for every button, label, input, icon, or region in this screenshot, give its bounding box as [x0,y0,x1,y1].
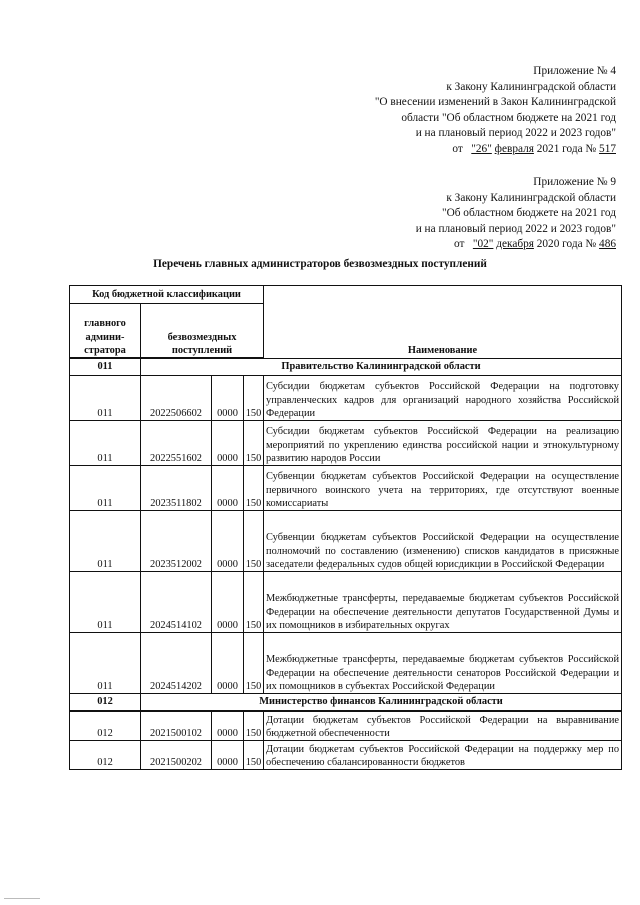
date-month: декабря [496,238,534,251]
cell-code: 2021500102 [141,711,212,741]
header-receipts: безвозмездных поступлений [141,304,264,359]
cell-admin: 011 [70,376,141,421]
table-row [70,572,622,633]
cell-name: Дотации бюджетам субъектов Российской Федерации на поддержку мер по обеспечению сбалансированности бюджетов [264,741,622,770]
cell-kind: 150 [244,741,264,770]
header-classification-code: Код бюджетной классификации [70,286,264,304]
group-name: Правительство Калининградской области [141,358,622,376]
cell-subcode: 0000 [212,741,244,770]
table-row [70,421,622,466]
group-row [70,694,622,712]
table-row [70,633,622,694]
cell-subcode: 0000 [212,572,244,633]
group-code: 012 [70,694,141,712]
date-month: февраля [494,142,534,155]
cell-admin: 011 [70,466,141,511]
cell-kind: 150 [244,711,264,741]
cell-code: 2024514102 [141,572,212,633]
cell-kind: 150 [244,376,264,421]
date-day: "02" [472,238,494,251]
table-body [70,358,622,770]
cell-subcode: 0000 [212,511,244,572]
group-code: 011 [70,358,141,376]
cell-name: Субсидии бюджетам субъектов Российской Федерации на реализацию мероприятий по укреплению единства российской нации и этнокультурному развитию народов России [264,421,622,466]
table-header-row [70,286,622,304]
cell-code: 2022551602 [141,421,212,466]
header-date-line [375,142,616,158]
cell-name: Межбюджетные трансферты, передаваемые бюджетам субъектов Российской Федерации на обеспечение деятельности депутатов Государственной Думы и их помощников в избирательных округах [264,572,622,633]
header-line: "О внесении изменений в Закон Калининградской [374,96,616,109]
group-name: Министерство финансов Калининградской области [141,694,622,712]
cell-subcode: 0000 [212,711,244,741]
header-name: Наименование [264,286,622,359]
cell-name: Дотации бюджетам субъектов Российской Федерации на выравнивание бюджетной обеспеченности [264,711,622,741]
page-edge-mark [4,898,40,899]
group-row [70,358,622,376]
header-date-line [416,237,616,253]
cell-name: Субсидии бюджетам субъектов Российской Федерации на подготовку управленческих кадров для организаций народного хозяйства Российской Федерации [264,376,622,421]
cell-subcode: 0000 [212,376,244,421]
cell-kind: 150 [244,421,264,466]
table-row [70,466,622,511]
header-current-law [375,64,616,158]
cell-name: Субвенции бюджетам субъектов Российской Федерации на осуществление полномочий по составлению (изменению) списков кандидатов в присяжные заседатели федеральных судов общей юрисдикции в Российской Федерации [264,511,622,572]
table-row [70,711,622,741]
cell-admin: 011 [70,633,141,694]
table-row [70,376,622,421]
date-prefix: от [453,238,465,251]
date-day: "26" [471,142,492,155]
cell-subcode: 0000 [212,633,244,694]
cell-name: Межбюджетные трансферты, передаваемые бюджетам субъектов Российской Федерации на обеспечение деятельности сенаторов Российской Федерации и их помощников в субъектах Российской Федерации [264,633,622,694]
table-row [70,511,622,572]
cell-kind: 150 [244,572,264,633]
cell-kind: 150 [244,633,264,694]
header-line: Приложение № 9 [533,176,616,188]
cell-code: 2023511802 [141,466,212,511]
date-year: 2020 года № [536,238,597,251]
cell-code: 2023512002 [141,511,212,572]
header-line: Приложение № 4 [533,65,616,77]
document-title: Перечень главных администраторов безвозмездных поступлений [153,258,487,270]
date-prefix: от [452,142,463,155]
header-line: и на плановый период 2022 и 2023 годов" [415,127,616,140]
cell-kind: 150 [244,511,264,572]
date-number: 517 [599,142,616,155]
administrators-table [69,285,622,770]
date-number: 486 [599,238,616,251]
cell-admin: 011 [70,511,141,572]
cell-admin: 012 [70,711,141,741]
cell-admin: 011 [70,421,141,466]
header-line: к Закону Калининградской области [446,191,616,204]
header-line: к Закону Калининградской области [446,80,616,93]
cell-name: Субвенции бюджетам субъектов Российской Федерации на осуществление первичного воинского учета на территориях, где отсутствуют военные комиссариаты [264,466,622,511]
header-line: "Об областном бюджете на 2021 год [441,207,616,220]
cell-kind: 150 [244,466,264,511]
cell-code: 2024514202 [141,633,212,694]
cell-subcode: 0000 [212,421,244,466]
cell-admin: 011 [70,572,141,633]
header-line: и на плановый период 2022 и 2023 годов" [415,222,616,235]
cell-subcode: 0000 [212,466,244,511]
header-original-law [416,175,616,253]
header-admin: главного админи-стратора [70,304,141,359]
cell-code: 2021500202 [141,741,212,770]
table-row [70,741,622,770]
header-line: области "Об областном бюджете на 2021 год [401,111,616,124]
date-year: 2021 года № [536,142,597,155]
cell-admin: 012 [70,741,141,770]
cell-code: 2022506602 [141,376,212,421]
